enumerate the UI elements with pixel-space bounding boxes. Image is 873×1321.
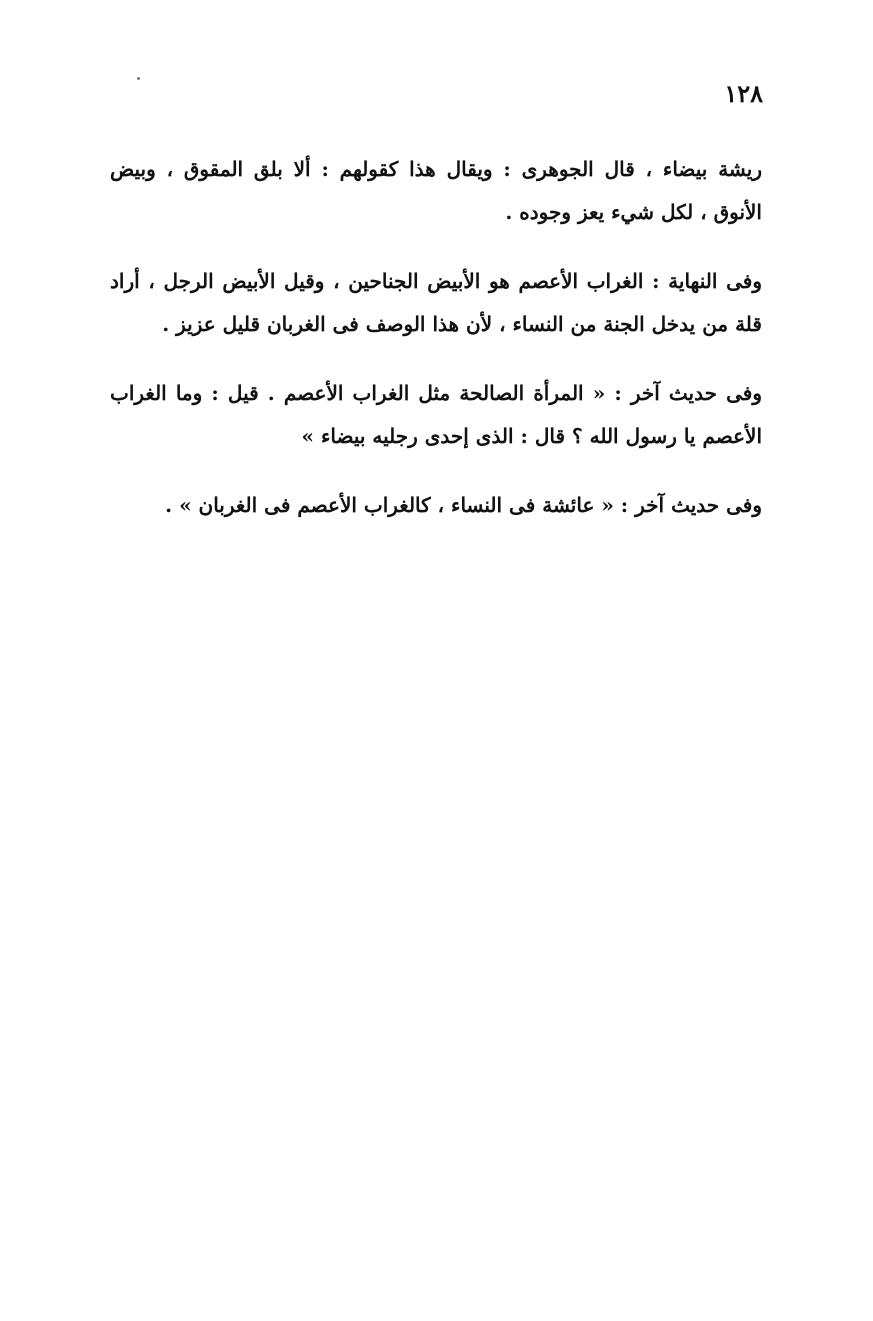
- page-number: ١٢٨: [724, 79, 763, 108]
- paragraph-2: وفى النهاية : الغراب الأعصم هو الأبيض الجناحين ، وقيل الأبيض الرجل ، أراد قلة من يدخل الجنة من النساء ، لأن هذا الوصف فى الغربان قليل عزيز .: [110, 269, 762, 336]
- paragraph-3: وفى حديث آخر : « المرأة الصالحة مثل الغراب الأعصم . قيل : وما الغراب الأعصم يا رسول الله ؟ قال : الذى إحدى رجليه بيضاء »: [110, 381, 762, 448]
- scan-speck: [137, 77, 140, 80]
- paragraph-1: ريشة بيضاء ، قال الجوهرى : ويقال هذا كقولهم : ألا بلق المقوق ، وبيض الأنوق ، لكل شيء يعز وجوده .: [110, 157, 762, 224]
- paragraph-4: وفى حديث آخر : « عائشة فى النساء ، كالغراب الأعصم فى الغربان » .: [165, 493, 762, 517]
- body-text: [110, 148, 762, 553]
